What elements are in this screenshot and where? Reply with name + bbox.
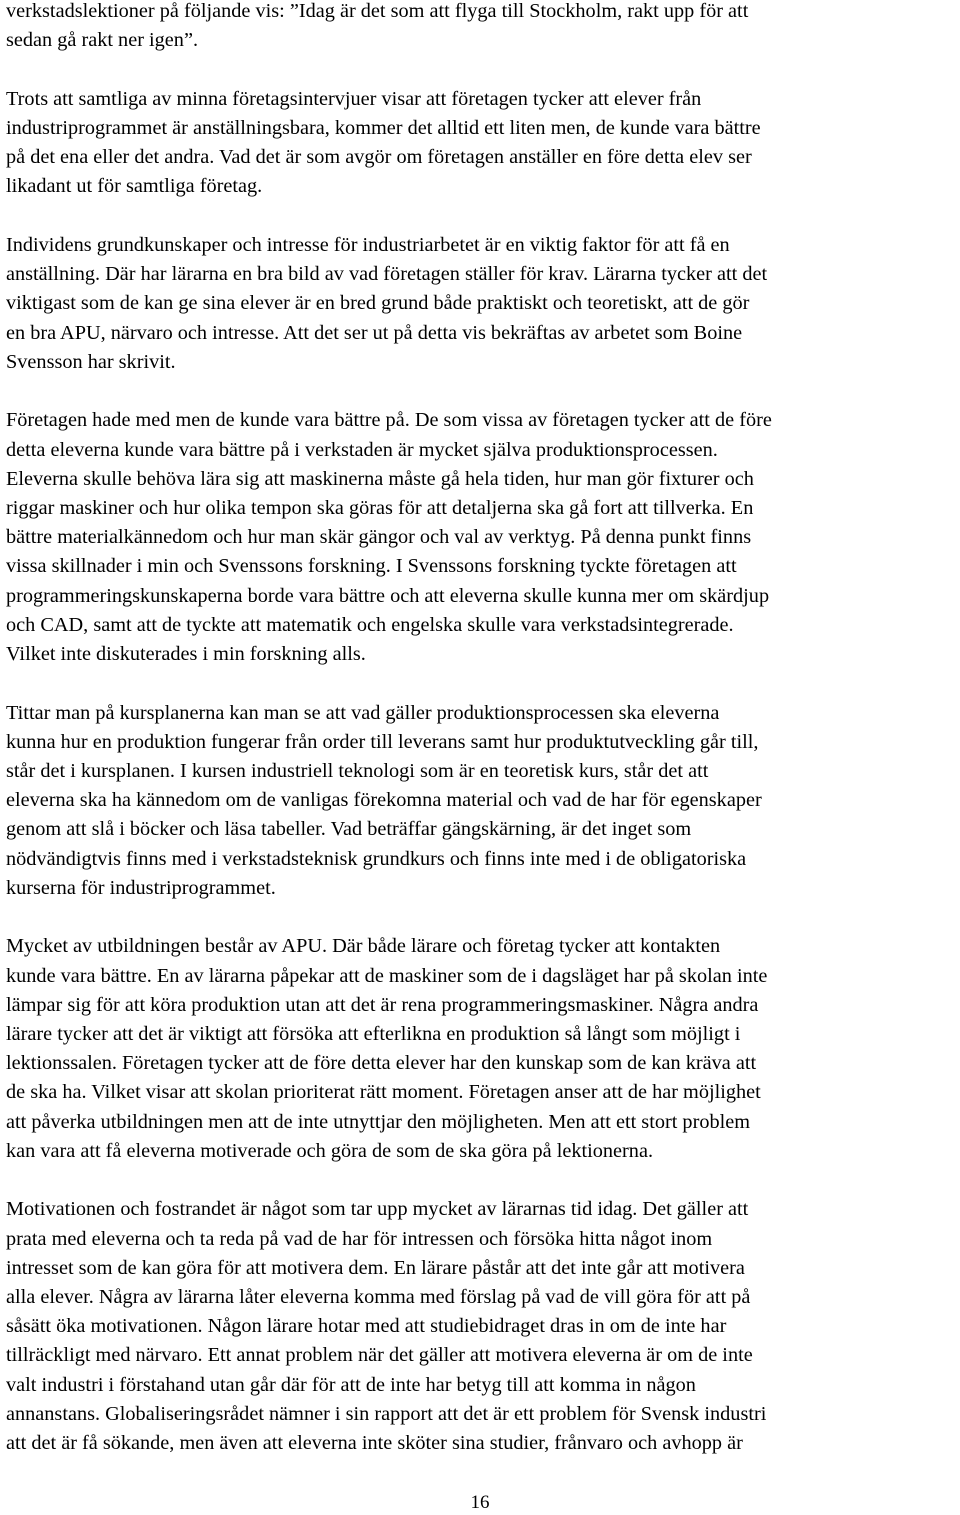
text-line: Individens grundkunskaper och intresse för industriarbetet är en viktig faktor för att få en xyxy=(6,234,730,256)
text-line: kunde vara bättre. En av lärarna påpekar att de maskiner som de i dagsläget har på skolan inte xyxy=(6,964,768,987)
text-line: sedan gå rakt ner igen”. xyxy=(6,29,199,52)
paragraph xyxy=(6,406,958,669)
body-text xyxy=(6,0,958,1458)
text-line: att det är få sökande, men även att eleverna inte sköter sina studier, frånvaro och avhopp är xyxy=(6,1432,743,1455)
text-line: kunna hur en produktion fungerar från order till leverans samt hur produktutveckling går till, xyxy=(6,730,759,753)
paragraph-gap xyxy=(6,55,958,84)
text-line: att påverka utbildningen men att de inte utnyttjar den möjligheten. Men att ett stort problem xyxy=(6,1110,751,1133)
text-line: Eleverna skulle behöva lära sig att maskinerna måste gå hela tiden, hur man gör fixturer och xyxy=(6,467,754,490)
text-line: Vilket inte diskuterades i min forskning alls. xyxy=(6,643,366,666)
text-line: Trots att samtliga av minna företagsintervjuer visar att företagen tycker att elever från xyxy=(6,87,702,110)
text-line: bättre materialkännedom och hur man skär gängor och val av verktyg. På denna punkt finns xyxy=(6,526,752,549)
text-line: prata med eleverna och ta reda på vad de har för intressen och försöka hitta något inom xyxy=(6,1227,713,1250)
text-line: står det i kursplanen. I kursen industriell teknologi som är en teoretisk kurs, står det att xyxy=(6,760,709,783)
text-line: tillräckligt med närvaro. Ett annat problem när det gäller att motivera eleverna är om de inte xyxy=(6,1344,753,1367)
page-number: 16 xyxy=(470,1492,490,1513)
text-line: alla elever. Några av lärarna låter eleverna komma med förslag på vad de vill göra för att på xyxy=(6,1286,751,1309)
text-line: såsätt öka motivationen. Någon lärare hotar med att studiebidraget dras in om de inte har xyxy=(6,1315,727,1338)
paragraph xyxy=(6,932,958,1166)
text-line: riggar maskiner och hur olika tempon ska göras för att detaljerna ska gå fort att tillverka. En xyxy=(6,497,754,520)
text-line: intresset som de kan göra för att motivera dem. En lärare påstår att det inte går att motivera xyxy=(6,1256,745,1279)
paragraph-gap xyxy=(6,1166,958,1195)
text-line: en bra APU, närvaro och intresse. Att det ser ut på detta vis bekräftas av arbetet som Boine xyxy=(6,321,743,344)
text-line: valt industri i förstahand utan går där för att de inte har betyg till att komma in någon xyxy=(6,1373,696,1396)
text-line: lämpar sig för att köra produktion utan att det är rena programmeringsmaskiner. Några andra xyxy=(6,993,759,1016)
text-line: de ska ha. Vilket visar att skolan prioriterat rätt moment. Företagen anser att de har möjlighet xyxy=(6,1081,761,1104)
paragraph xyxy=(6,85,958,202)
text-line: och CAD, samt att de tyckte att matematik och engelska skulle vara verkstadsintegrerade. xyxy=(6,613,734,636)
text-line: eleverna ska ha kännedom om de vanligas förekomna material och vad de har för egenskaper xyxy=(6,789,762,812)
paragraph xyxy=(6,0,958,55)
text-line: kan vara att få eleverna motiverade och göra de som de ska göra på lektionerna. xyxy=(6,1139,654,1162)
text-line: Tittar man på kursplanerna kan man se att vad gäller produktionsprocessen ska eleverna xyxy=(6,701,720,724)
text-line: lärare tycker att det är viktigt att försöka att efterlikna en produktion så långt som möjligt i xyxy=(6,1023,741,1046)
text-line: Företagen hade med men de kunde vara bättre på. De som vissa av företagen tycker att de före xyxy=(6,409,772,432)
paragraph xyxy=(6,699,958,903)
text-line: nödvändigtvis finns med i verkstadsteknisk grundkurs och finns inte med i de obligatoriska xyxy=(6,847,747,870)
text-line: genom att slå i böcker och läsa tabeller. Vad beträffar gängskärning, är det inget som xyxy=(6,818,692,841)
text-line: viktigast som de kan ge sina elever är en bred grund både praktiskt och teoretiskt, att de gör xyxy=(6,292,750,315)
paragraph-gap xyxy=(6,377,958,406)
text-line: likadant ut för samtliga företag. xyxy=(6,175,263,198)
paragraph xyxy=(6,231,958,377)
text-line: vissa skillnader i min och Svenssons forskning. I Svenssons forskning tyckte företagen att xyxy=(6,555,737,578)
paragraph-gap xyxy=(6,202,958,231)
paragraph-gap xyxy=(6,903,958,932)
text-line: på det ena eller det andra. Vad det är som avgör om företagen anställer en före detta elev ser xyxy=(6,146,752,169)
text-line: Motivationen och fostrandet är något som tar upp mycket av lärarnas tid idag. Det gäller att xyxy=(6,1198,749,1221)
text-line: Svensson har skrivit. xyxy=(6,350,176,373)
text-line: detta eleverna kunde vara bättre på i verkstaden är mycket själva produktionsprocessen. xyxy=(6,438,718,461)
text-line: kurserna för industriprogrammet. xyxy=(6,876,276,899)
paragraph xyxy=(6,1195,958,1458)
text-line: Mycket av utbildningen består av APU. Där både lärare och företag tycker att kontakten xyxy=(6,935,721,958)
text-line: programmeringskunskaperna borde vara bättre och att eleverna skulle kunna mer om skärdjup xyxy=(6,584,770,607)
text-line: verkstadslektioner på följande vis: ”Idag är det som att flyga till Stockholm, rakt upp för att xyxy=(6,0,749,22)
paragraph-gap xyxy=(6,669,958,698)
text-line: annanstans. Globaliseringsrådet nämner i sin rapport att det är ett problem för Svensk industri xyxy=(6,1402,767,1425)
text-line: anställning. Där har lärarna en bra bild av vad företagen ställer för krav. Lärarna tycker att det xyxy=(6,263,768,286)
text-line: lektionssalen. Företagen tycker att de före detta elever har den kunskap som de kan kräva att xyxy=(6,1052,757,1075)
text-line: industriprogrammet är anställningsbara, kommer det alltid ett liten men, de kunde vara bättre xyxy=(6,117,761,139)
